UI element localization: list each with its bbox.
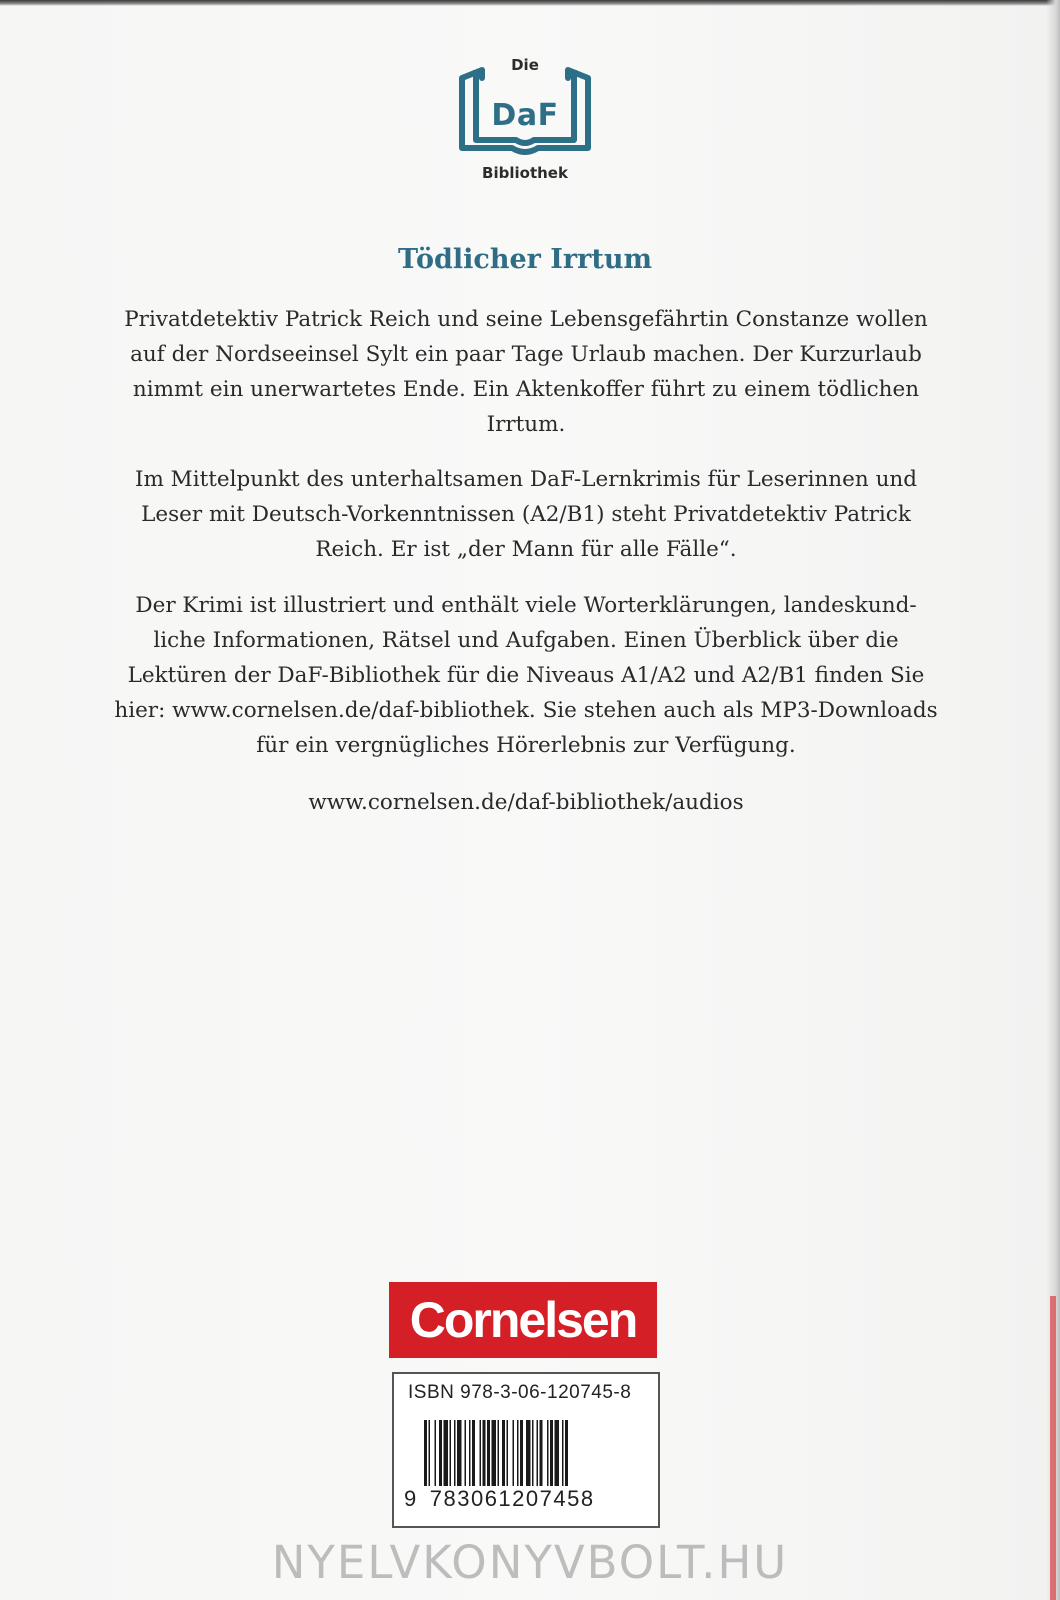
barcode-first-digit: 9 [404,1486,418,1511]
barcode-stripe [537,1420,539,1486]
barcode-stripe [507,1420,509,1486]
series-logo [456,52,594,192]
logo-center-word: DaF [491,98,559,133]
cover-top-edge [0,0,1060,6]
barcode-stripe [444,1420,449,1486]
publisher-logo: Cornelsen [389,1282,657,1358]
barcode-stripe [517,1420,519,1486]
blurb-paragraph-3: Der Krimi ist illustriert und enthält viele Worterklärungen, landeskund-liche Informationen, Rätsel und Aufgaben. Einen Überblick über die Lektüren der DaF-Bibliothek für die Niveaus A1/A2 und A2/B1 finden Sie hier: www.cornelsen.de/daf-bibliothek. Sie stehen auch als MP3-Downloads für ein vergnügliches Hörerlebnis zur Verfügung. [114,593,938,758]
barcode-stripe [454,1420,456,1486]
barcode-stripe [502,1420,505,1486]
barcode-rest-digits: 783061207458 [429,1486,595,1511]
barcode-stripe [526,1420,531,1486]
barcode-stripe [480,1420,482,1486]
watermark: NYELVKONYVBOLT.HU [271,1536,789,1589]
barcode-stripe [562,1420,564,1486]
blurb-paragraph-1: Privatdetektiv Patrick Reich und seine Lebensgefährtin Constanze wollen auf der Nordseeinsel Sylt ein paar Tage Urlaub machen. Der Kurzurlaub nimmt ein unerwartetes Ende. Ein Aktenkoffer führt zu einem tödlichen Irrtum. [124,307,928,437]
barcode-stripe [555,1420,560,1486]
barcode-digits [404,1486,595,1512]
barcode-stripe [487,1420,490,1486]
isbn-label: ISBN 978-3-06-120745-8 [408,1382,632,1403]
barcode-stripe [450,1420,452,1486]
barcode-stripe [520,1420,523,1486]
barcode-stripe [424,1420,427,1486]
barcode-stripe [429,1420,431,1486]
barcode-stripe [547,1420,549,1486]
barcode-stripe [498,1420,500,1486]
audio-url: www.cornelsen.de/daf-bibliothek/audios [308,790,744,815]
barcode-stripe [469,1420,471,1486]
barcode-box [392,1372,660,1528]
logo-bottom-word: Bibliothek [482,164,568,182]
barcode-stripe [492,1420,497,1486]
barcode-stripe [457,1420,462,1486]
barcode-stripe [565,1420,568,1486]
barcode-stripe [435,1420,437,1486]
barcode-bars [424,1420,634,1490]
blurb-paragraph-2: Im Mittelpunkt des unterhaltsamen DaF-Lernkrimis für Leserinnen und Leser mit Deutsch-Vorkenntnissen (A2/B1) steht Privatdetektiv Patrick Reich. Er ist „der Mann für alle Fälle“. [134,467,918,562]
barcode-stripe [532,1420,534,1486]
barcode-stripe [439,1420,442,1486]
barcode-stripe [540,1420,543,1486]
barcode-stripe [465,1420,467,1486]
barcode-stripe [550,1420,553,1486]
book-title: Tödlicher Irrtum [397,244,653,275]
barcode-stripe [472,1420,475,1486]
barcode-stripe [513,1420,515,1486]
barcode-stripe [483,1420,486,1486]
logo-top-word: Die [511,56,539,74]
